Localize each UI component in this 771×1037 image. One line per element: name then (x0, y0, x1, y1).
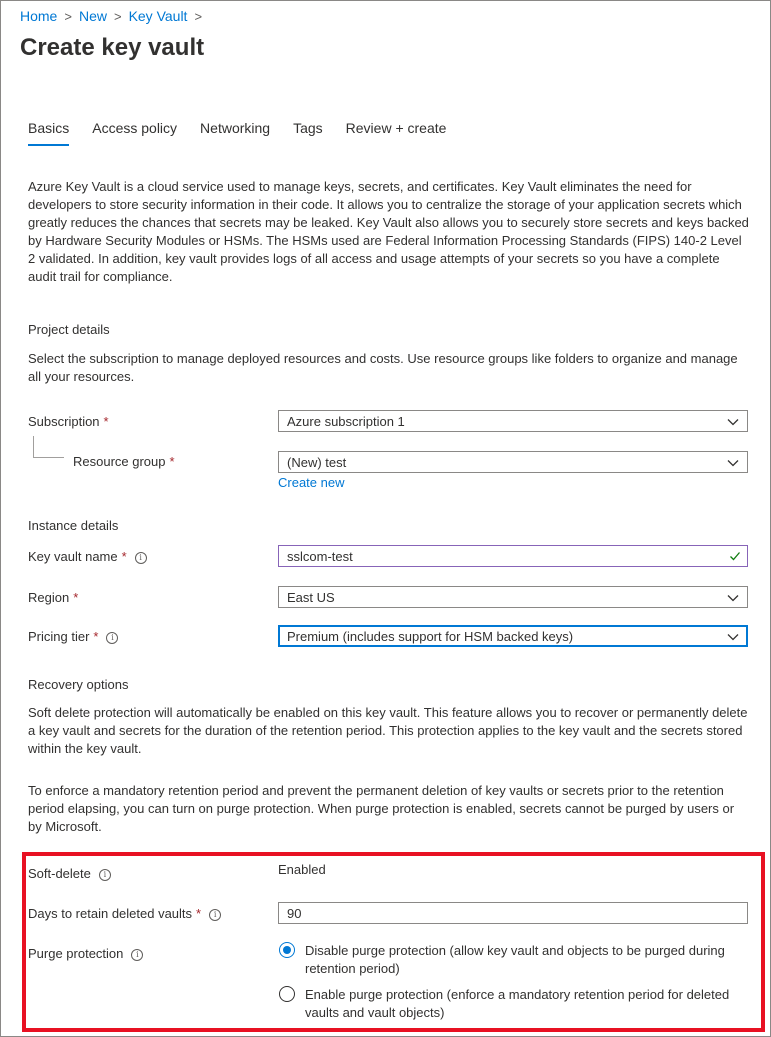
radio-enable-purge-protection[interactable] (279, 986, 295, 1002)
tab-review-create[interactable]: Review + create (345, 120, 447, 136)
tab-networking[interactable]: Networking (200, 120, 271, 136)
soft-delete-label: Soft-delete i (28, 866, 111, 881)
info-icon[interactable]: i (135, 552, 147, 564)
resource-group-label: Resource group * (73, 454, 175, 469)
checkmark-icon (729, 550, 741, 562)
page-title: Create key vault (20, 34, 205, 61)
info-icon[interactable]: i (209, 909, 221, 921)
project-details-heading: Project details (28, 322, 110, 337)
required-marker: * (196, 906, 202, 921)
option-enable-purge-protection[interactable]: Enable purge protection (enforce a mandatory retention period for deleted vaults and vault objects) (305, 987, 730, 1020)
soft-delete-value: Enabled (278, 862, 326, 877)
create-new-link[interactable]: Create new (278, 475, 345, 490)
required-marker: * (121, 549, 127, 564)
info-icon[interactable]: i (106, 632, 118, 644)
tab-basics[interactable]: Basics (28, 120, 69, 144)
tree-connector (33, 436, 64, 458)
chevron-right-icon: > (194, 9, 203, 24)
region-select[interactable]: East US (278, 586, 748, 608)
key-vault-name-label: Key vault name * i (28, 549, 147, 564)
soft-delete-description: Soft delete protection will automatically be enabled on this key vault. This feature allows you to recover or permanently delete a key vault and secrets for the duration of the retention period. This protection applies to the key vault and the secrets stored within the key vault. (28, 705, 748, 756)
radio-disable-purge-protection[interactable] (279, 942, 295, 958)
breadcrumb-home[interactable]: Home (20, 8, 58, 24)
days-retain-input[interactable]: 90 (278, 902, 748, 924)
info-icon[interactable]: i (131, 949, 143, 961)
breadcrumb (20, 8, 209, 24)
breadcrumb-new[interactable]: New (78, 8, 107, 24)
option-disable-purge-protection[interactable]: Disable purge protection (allow key vault and objects to be purged during retention period) (305, 943, 725, 976)
resource-group-select[interactable]: (New) test (278, 451, 748, 473)
breadcrumb-key-vault[interactable]: Key Vault (128, 8, 188, 24)
region-label: Region * (28, 590, 79, 605)
purge-protection-description: To enforce a mandatory retention period and prevent the permanent deletion of key vaults or secrets prior to the retention period elapsing, you can turn on purge protection. When purge protection is enabled, secrets cannot be purged by users or by Microsoft. (28, 783, 735, 834)
info-icon[interactable]: i (99, 869, 111, 881)
pricing-tier-select[interactable]: Premium (includes support for HSM backed keys) (278, 625, 748, 647)
purge-protection-label: Purge protection i (28, 946, 143, 961)
required-marker: * (73, 590, 79, 605)
tab-bar (28, 120, 469, 144)
instance-details-heading: Instance details (28, 518, 119, 533)
key-vault-name-input[interactable]: sslcom-test (278, 545, 748, 567)
tab-tags[interactable]: Tags (293, 120, 323, 136)
chevron-down-icon (727, 416, 739, 428)
chevron-right-icon: > (64, 9, 72, 24)
subscription-select[interactable]: Azure subscription 1 (278, 410, 748, 432)
required-marker: * (103, 414, 109, 429)
pricing-tier-label: Pricing tier * i (28, 629, 118, 644)
chevron-down-icon (727, 631, 739, 643)
chevron-right-icon: > (113, 9, 122, 24)
intro-description: Azure Key Vault is a cloud service used to manage keys, secrets, and certificates. Key Vault eliminates the need for developers to store security information in their code. It allows you to centralize the storage of your application secrets which greatly reduces the chances that secrets may be leaked. Key Vault also allows you to securely store secrets and keys backed by Hardware Security Modules or HSMs. The HSMs used are Federal Information Processing Standards (FIPS) 140-2 Level 2 validated. In addition, key vault provides logs of all access and usage attempts of your secrets so you have a complete audit trail for compliance. (28, 179, 749, 284)
recovery-options-heading: Recovery options (28, 677, 129, 692)
required-marker: * (169, 454, 175, 469)
subscription-label: Subscription * (28, 414, 109, 429)
days-retain-label: Days to retain deleted vaults * i (28, 906, 221, 921)
project-details-description: Select the subscription to manage deployed resources and costs. Use resource groups like folders to organize and manage all your resources. (28, 351, 738, 384)
chevron-down-icon (727, 457, 739, 469)
tab-access-policy[interactable]: Access policy (92, 120, 178, 136)
chevron-down-icon (727, 592, 739, 604)
required-marker: * (93, 629, 99, 644)
